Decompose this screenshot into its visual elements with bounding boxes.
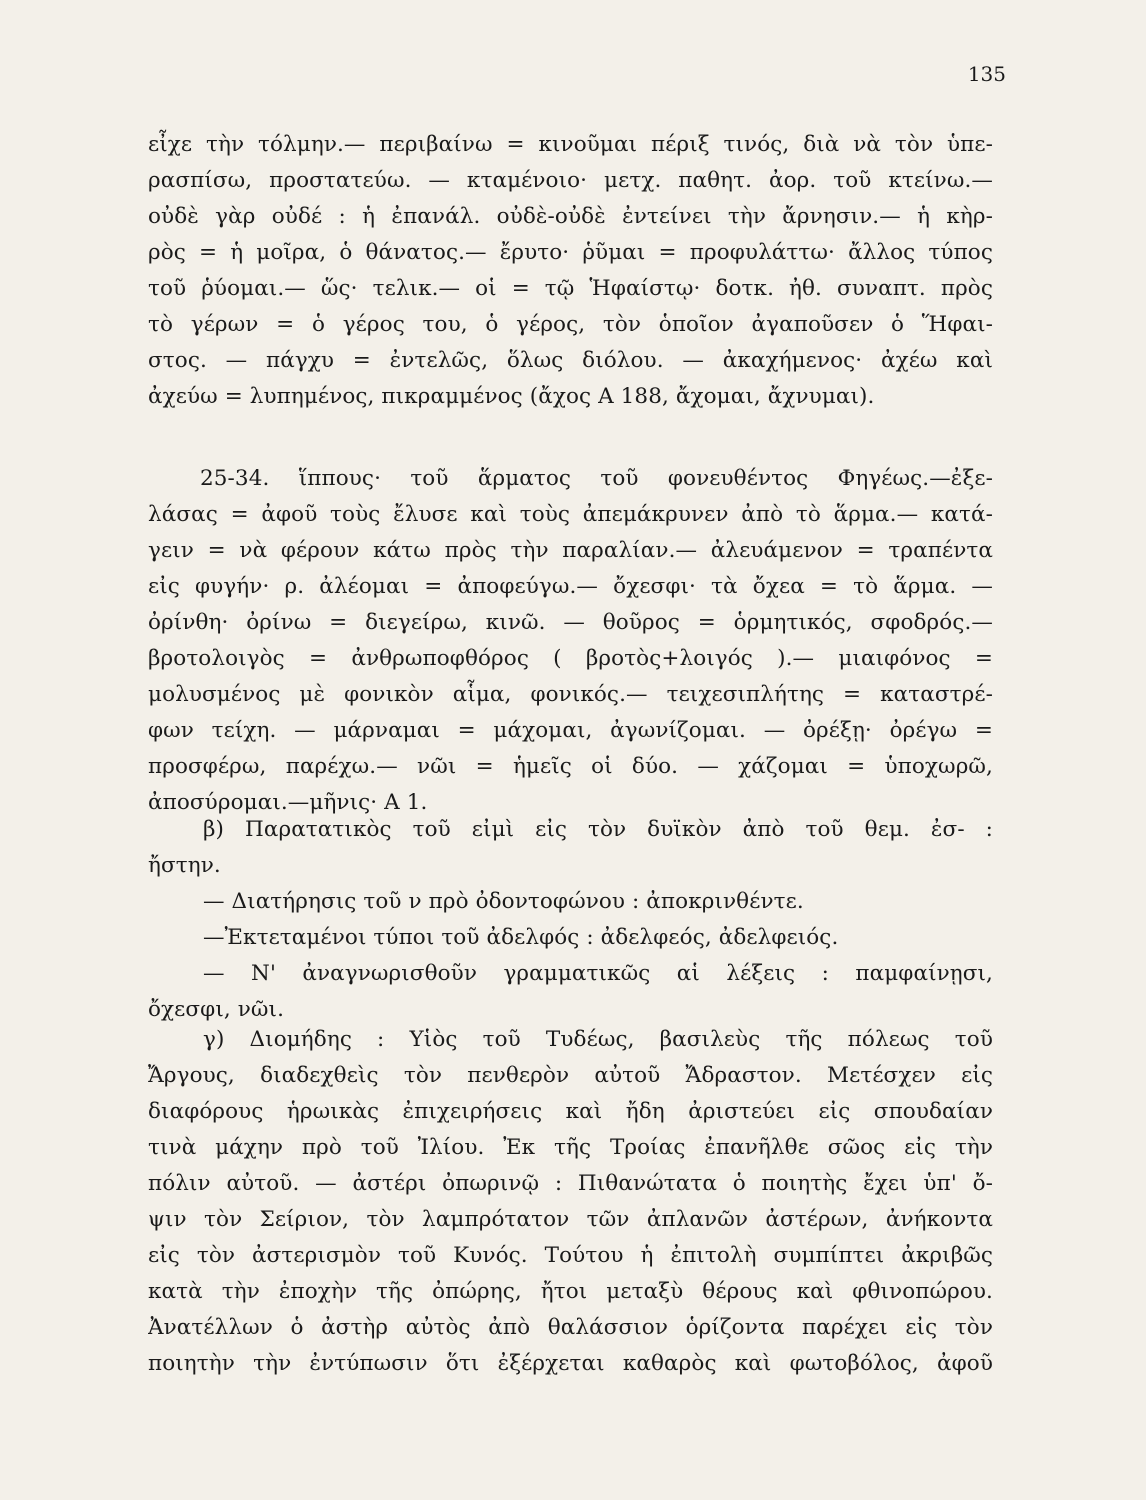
text-line: πόλιν αὐτοῦ. — ἀστέρι ὀπωρινῷ : Πιθανώτατα ὁ ποιητὴς ἔχει ὑπ' ὄ- xyxy=(148,1171,993,1196)
text-line: κατὰ τὴν ἐποχὴν τῆς ὀπώρης, ἤτοι μεταξὺ θέρους καὶ φθινοπώρου. xyxy=(148,1279,993,1304)
text-line: γειν = νὰ φέρουν κάτω πρὸς τὴν παραλίαν.— ἀλευάμενον = τραπέντα xyxy=(148,538,993,563)
page-number: 135 xyxy=(967,62,1006,86)
grammar-notes-block xyxy=(148,812,993,1028)
text-line: τοῦ ῥύομαι.— ὥς· τελικ.— οἱ = τῷ Ἡφαίστῳ· δοτκ. ἠθ. συναπτ. πρὸς xyxy=(148,276,993,301)
text-line: βροτολοιγὸς = ἀνθρωποφθόρος ( βροτὸς+λοιγός ).— μιαιφόνος = xyxy=(148,646,993,671)
text-line: ρασπίσω, προστατεύω. — κταμένοιο· μετχ. παθητ. ἀορ. τοῦ κτείνω.— xyxy=(148,168,993,193)
text-line: ὄχεσφι, νῶι. xyxy=(148,997,285,1022)
text-line: ψιν τὸν Σείριον, τὸν λαμπρότατον τῶν ἀπλανῶν ἀστέρων, ἀνήκοντα xyxy=(148,1207,993,1232)
diomedes-block xyxy=(148,1022,993,1382)
text-line: τινὰ μάχην πρὸ τοῦ Ἰλίου. Ἐκ τῆς Τροίας ἐπανῆλθε σῶος εἰς τὴν xyxy=(148,1135,993,1160)
text-line: Ἄργους, διαδεχθεὶς τὸν πενθερὸν αὐτοῦ Ἄδραστον. Μετέσχεν εἰς xyxy=(148,1063,993,1088)
text-line: μολυσμένος μὲ φονικὸν αἷμα, φονικός.— τειχεσιπλήτης = καταστρέ- xyxy=(148,682,993,707)
text-line: ἤστην. xyxy=(148,853,221,878)
commentary-block-25-34 xyxy=(148,461,993,821)
text-line: οὐδὲ γὰρ οὐδέ : ἡ ἐπανάλ. οὐδὲ-οὐδὲ ἐντείνει τὴν ἄρνησιν.— ἡ κὴρ- xyxy=(148,204,993,229)
text-line: εἰς τὸν ἀστερισμὸν τοῦ Κυνός. Τούτου ἡ ἐπιτολὴ συμπίπτει ἀκριβῶς xyxy=(148,1243,993,1268)
text-line: ἀποσύρομαι.—μῆνις· Α 1. xyxy=(148,790,428,815)
text-line: στος. — πάγχυ = ἐντελῶς, ὅλως διόλου. — ἀκαχήμενος· ἀχέω καὶ xyxy=(148,348,993,373)
text-line: λάσας = ἀφοῦ τοὺς ἔλυσε καὶ τοὺς ἀπεμάκρυνεν ἀπὸ τὸ ἅρμα.— κατά- xyxy=(148,502,993,527)
text-line: ποιητὴν τὴν ἐντύπωσιν ὅτι ἐξέρχεται καθαρὸς καὶ φωτοβόλος, ἀφοῦ xyxy=(148,1351,993,1376)
text-line: — Διατήρησις τοῦ ν πρὸ ὀδοντοφώνου : ἀποκρινθέντε. xyxy=(203,889,804,914)
text-line: 25-34. ἵππους· τοῦ ἅρματος τοῦ φονευθέντος Φηγέως.—ἐξε- xyxy=(200,466,993,491)
text-line: β) Παρατατικὸς τοῦ εἰμὶ εἰς τὸν δυϊκὸν ἀπὸ τοῦ θεμ. ἐσ- : xyxy=(203,817,993,842)
text-line: Ἀνατέλλων ὁ ἀστὴρ αὐτὸς ἀπὸ θαλάσσιον ὁρίζοντα παρέχει εἰς τὸν xyxy=(148,1315,993,1340)
text-line: — Ν' ἀναγνωρισθοῦν γραμματικῶς αἱ λέξεις : παμφαίνῃσι, xyxy=(203,961,993,986)
text-line: εἶχε τὴν τόλμην.— περιβαίνω = κινοῦμαι πέριξ τινός, διὰ νὰ τὸν ὑπε- xyxy=(148,132,993,157)
commentary-block-1 xyxy=(148,127,993,415)
text-line: ὀρίνθη· ὀρίνω = διεγείρω, κινῶ. — θοῦρος = ὁρμητικός, σφοδρός.— xyxy=(148,610,993,635)
text-line: διαφόρους ἡρωικὰς ἐπιχειρήσεις καὶ ἤδη ἀριστεύει εἰς σπουδαίαν xyxy=(148,1099,993,1124)
text-line: τὸ γέρων = ὁ γέρος του, ὁ γέρος, τὸν ὁποῖον ἀγαποῦσεν ὁ Ἥφαι- xyxy=(148,312,993,337)
text-line: ἀχεύω = λυπημένος, πικραμμένος (ἄχος Α 188, ἄχομαι, ἄχνυμαι). xyxy=(148,384,875,409)
text-line: ρὸς = ἡ μοῖρα, ὁ θάνατος.— ἔρυτο· ῥῦμαι = προφυλάττω· ἄλλος τύπος xyxy=(148,240,993,265)
text-line: γ) Διομήδης : Υἱὸς τοῦ Τυδέως, βασιλεὺς τῆς πόλεως τοῦ xyxy=(203,1027,993,1052)
text-line: —Ἐκτεταμένοι τύποι τοῦ ἀδελφός : ἀδελφεός, ἀδελφειός. xyxy=(203,925,839,950)
text-line: προσφέρω, παρέχω.— νῶι = ἡμεῖς οἱ δύο. — χάζομαι = ὑποχωρῶ, xyxy=(148,754,993,779)
text-line: εἰς φυγήν· ρ. ἀλέομαι = ἀποφεύγω.— ὄχεσφι· τὰ ὄχεα = τὸ ἅρμα. — xyxy=(148,574,993,599)
text-line: φων τείχη. — μάρναμαι = μάχομαι, ἀγωνίζομαι. — ὀρέξῃ· ὀρέγω = xyxy=(148,718,993,743)
